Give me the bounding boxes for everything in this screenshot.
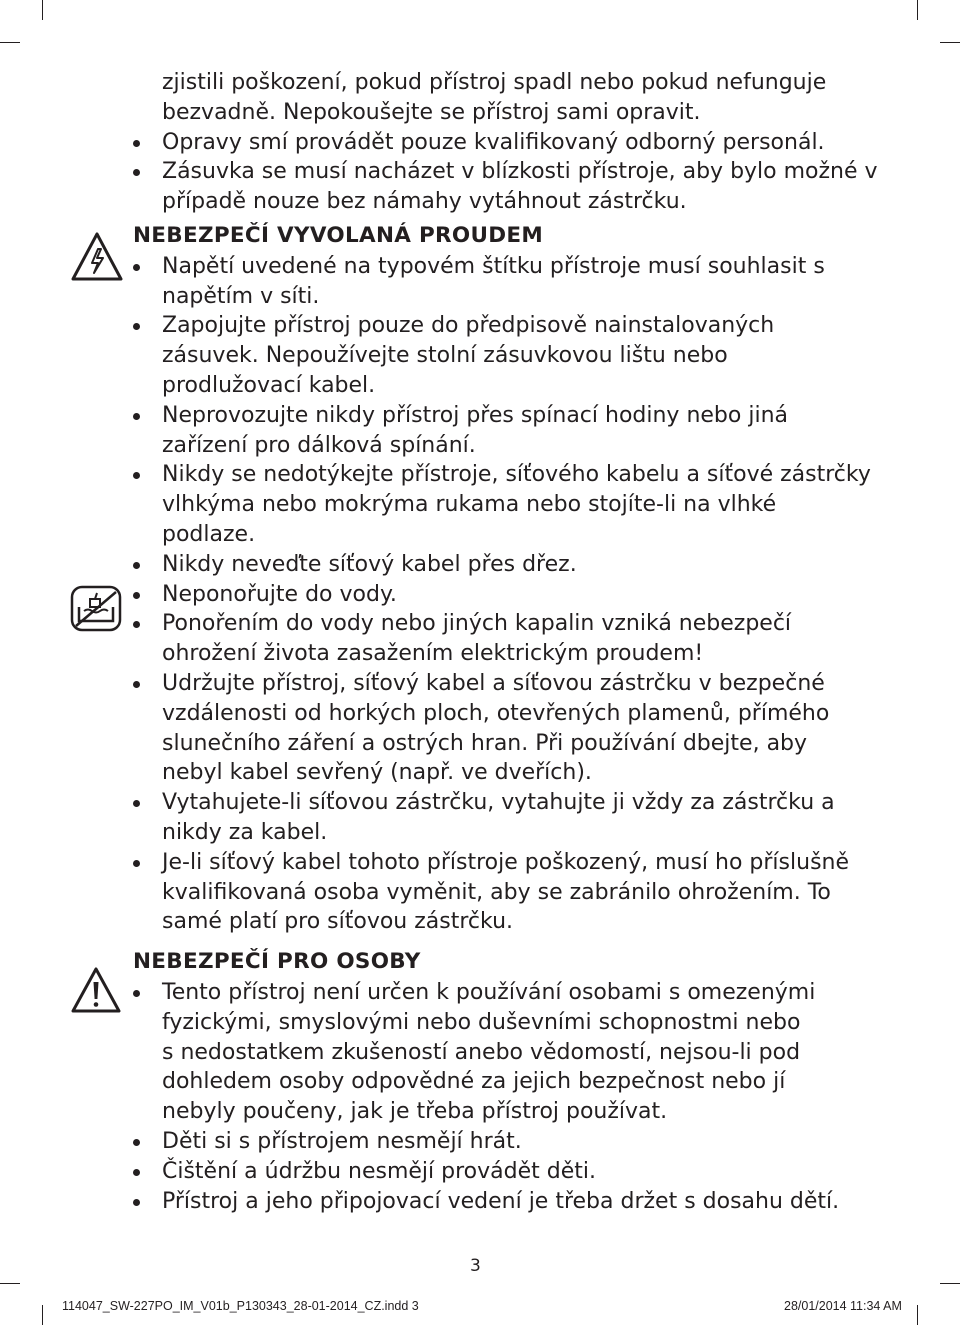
list-item-line: nebyly poučeny, jak je třeba přístroj používat.: [162, 1099, 668, 1125]
crop-mark: [917, 1305, 918, 1325]
bullet-icon: [133, 140, 140, 147]
list-item-line: prodlužovací kabel.: [162, 373, 376, 398]
page-number: 3: [470, 1256, 481, 1276]
list-item-line: ohrožení života zasažením elektrickým proudem!: [162, 641, 704, 667]
list-item-line: Děti si s přístrojem nesmějí hrát.: [162, 1129, 522, 1154]
bullet-icon: [133, 1169, 140, 1176]
bullet-icon: [133, 592, 140, 599]
list-item-line: kvalifikovaná osoba vyměnit, aby se zabránilo ohrožením. To: [162, 879, 831, 905]
crop-mark: [42, 1305, 43, 1325]
bullet-icon: [133, 681, 140, 688]
footer-timestamp: 28/01/2014 11:34 AM: [784, 1299, 902, 1313]
list-item-line: Přístroj a jeho připojovací vedení je třeba držet s dosahu dětí.: [162, 1188, 840, 1214]
list-item-line: Neprovozujte nikdy přístroj přes spínací hodiny nebo jiná: [162, 402, 788, 428]
bullet-icon: [133, 413, 140, 420]
list-item-line: nebyl kabel sevřený (např. ve dveřích).: [162, 760, 592, 786]
list-item-line: zařízení pro dálková spínání.: [162, 432, 476, 458]
list-item-line: vlhkýma nebo mokrýma rukama nebo stojíte-li na vlhké: [162, 492, 777, 518]
list-item-line: Čištění a údržbu nesmějí provádět děti.: [162, 1158, 596, 1184]
list-item-line: Je-li síťový kabel tohoto přístroje poškozený, musí ho příslušně: [162, 849, 850, 875]
list-item-line: Udržujte přístroj, síťový kabel a síťovou zástrčku v bezpečné: [162, 671, 825, 696]
bullet-icon: [133, 264, 140, 271]
list-item-line: Zapojujte přístroj pouze do předpisově nainstalovaných: [162, 313, 775, 339]
crop-mark: [42, 0, 43, 20]
list-item-line: Nikdy neveďte síťový kabel přes dřez.: [162, 551, 577, 577]
list-item-line: Opravy smí provádět pouze kvalifikovaný odborný personál.: [162, 129, 825, 155]
list-item-line: fyzickými, smyslovými nebo duševními schopnostmi nebo: [162, 1009, 801, 1035]
list-item-line: Ponořením do vody nebo jiných kapalin vzniká nebezpečí: [162, 611, 792, 637]
list-item-line: vzdálenosti od horkých ploch, otevřených plamenů, přímého: [162, 700, 830, 726]
general-warning-icon: [70, 966, 122, 1014]
electric-shock-warning-icon: [70, 231, 124, 283]
crop-mark: [917, 0, 918, 20]
crop-mark: [940, 42, 960, 43]
paragraph-line: zjistili poškození, pokud přístroj spadl nebo pokud nefunguje: [162, 70, 827, 95]
bullet-icon: [133, 169, 140, 176]
list-item-line: Zásuvka se musí nacházet v blízkosti přístroje, aby bylo možné v: [162, 159, 878, 185]
list-item-line: nikdy za kabel.: [162, 820, 328, 845]
list-item-line: zásuvek. Nepoužívejte stolní zásuvkovou lištu nebo: [162, 343, 728, 369]
bullet-icon: [133, 1199, 140, 1206]
list-item-line: Tento přístroj není určen k používání osobami s omezenými: [162, 980, 816, 1005]
bullet-icon: [133, 621, 140, 628]
section-heading-electric: NEBEZPEČÍ VYVOLANÁ PROUDEM: [133, 223, 544, 248]
do-not-immerse-icon: [70, 585, 122, 632]
list-item-line: s nedostatkem zkušeností anebo vědomostí, nejsou-li pod: [162, 1039, 801, 1065]
paragraph-line: bezvadně. Nepokoušejte se přístroj sami opravit.: [162, 99, 701, 125]
list-item-line: Napětí uvedené na typovém štítku přístroje musí souhlasit s: [162, 253, 825, 279]
list-item-line: Nikdy se nedotýkejte přístroje, síťového kabelu a síťové zástrčky: [162, 462, 871, 488]
bullet-icon: [133, 1139, 140, 1146]
list-item-line: napětím v síti.: [162, 283, 320, 309]
bullet-icon: [133, 472, 140, 479]
crop-mark: [0, 42, 20, 43]
list-item-line: dohledem osoby odpovědné za jejich bezpečnost nebo jí: [162, 1069, 786, 1095]
list-item-line: Neponořujte do vody.: [162, 581, 397, 607]
footer-file-info: 114047_SW-227PO_IM_V01b_P130343_28-01-2014_CZ.indd 3: [62, 1299, 419, 1313]
list-item-line: podlaze.: [162, 522, 256, 547]
list-item-line: samé platí pro síťovou zástrčku.: [162, 909, 514, 935]
crop-mark: [940, 1283, 960, 1284]
section-heading-persons: NEBEZPEČÍ PRO OSOBY: [133, 949, 421, 975]
list-item-line: případě nouze bez námahy vytáhnout zástrčku.: [162, 189, 687, 215]
bullet-icon: [133, 990, 140, 997]
list-item-line: slunečního záření a ostrých hran. Při používání dbejte, aby: [162, 730, 808, 756]
bullet-icon: [133, 860, 140, 867]
bullet-icon: [133, 800, 140, 807]
bullet-icon: [133, 562, 140, 569]
crop-mark: [0, 1283, 20, 1284]
list-item-line: Vytahujete-li síťovou zástrčku, vytahujte ji vždy za zástrčku a: [162, 790, 835, 816]
bullet-icon: [133, 323, 140, 330]
